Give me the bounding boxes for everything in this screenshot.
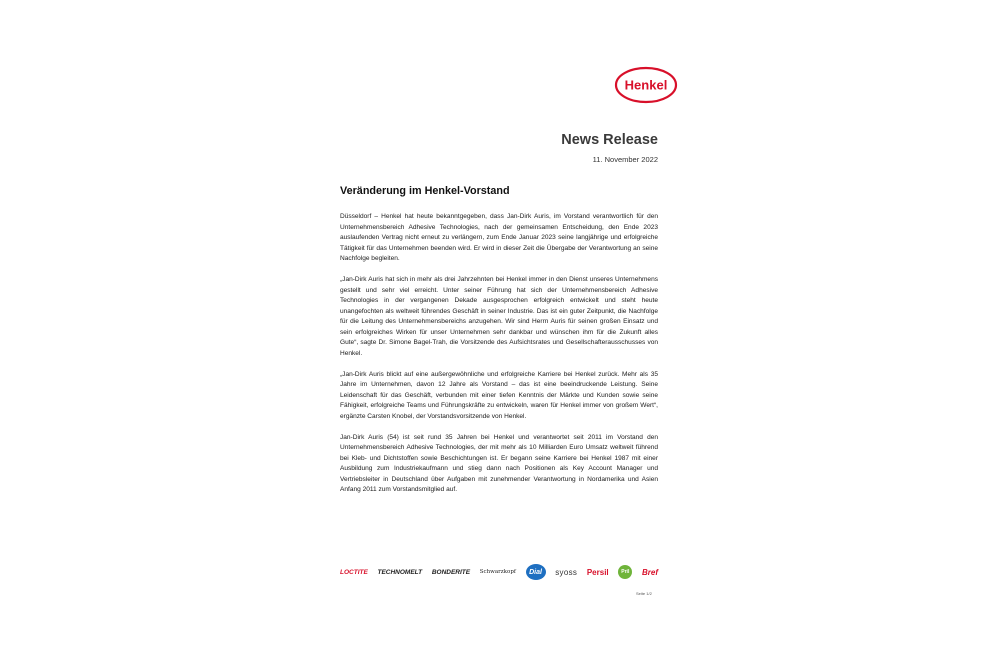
bonderite-logo: BONDERITE <box>431 568 471 576</box>
schwarzkopf-logo: Schwarzkopf <box>479 569 516 575</box>
paragraph-3: „Jan-Dirk Auris blickt auf eine außergewöhnliche und erfolgreiche Karriere bei Henkel zurück. Mehr als 35 Jahre im Unternehmen, davon 12 Jahre als Vorstand – das ist eine beeindruckende Leistung. Seine Leidenschaft für das Geschäft, verbunden mit einer tiefen Kenntnis der Märkte und Kunden sowie seine Fähigkeit, erfolgreiche Teams und Führungskräfte zu entwickeln, waren für Henkel immer von großem Wert“, ergänzte Carsten Knobel, der Vorstandsvorsitzende von Henkel. <box>340 370 658 420</box>
page-number: Seite 1/2 <box>636 591 652 596</box>
syoss-logo: syoss <box>555 567 578 577</box>
henkel-logo <box>614 66 678 104</box>
paragraph-4: Jan-Dirk Auris (54) ist seit rund 35 Jahren bei Henkel und verantwortet seit 2011 im Vorstand den Unternehmensbereich Adhesive Technologies, der mit mehr als 10 Milliarden Euro Umsatz weltweit führend bei Kleb- und Dichtstoffen sowie Beschichtungen ist. Er begann seine Karriere bei Henkel 1987 mit einer Ausbildung zum Industriekaufmann und stieg dann nach Positionen als Key Account Manager und Vertriebsleiter in Deutschland über Aufgaben mit zunehmender Verantwortung in Nordamerika und Asien Anfang 2011 zum Vorstandsmitglied auf. <box>340 433 658 493</box>
persil-logo: Persil <box>586 567 609 577</box>
bref-logo: Bref <box>641 567 658 577</box>
paragraph-1: Düsseldorf – Henkel hat heute bekanntgegeben, dass Jan-Dirk Auris, im Vorstand verantwortlich für den Unternehmensbereich Adhesive Technologies, nach der gemeinsamen Entscheidung, den Ende 2023 auslaufenden Vertrag nicht erneut zu verlängern, zum Ende Januar 2023 seine langjährige und erfolgreiche Tätigkeit für das Unternehmen beenden wird. Er wird in dieser Zeit die Übergabe der Verantwortung an seine Nachfolge begleiten. <box>340 213 658 262</box>
release-title: News Release <box>561 132 658 148</box>
pril-logo: Pril <box>618 565 632 579</box>
headline: Veränderung im Henkel-Vorstand <box>340 185 510 197</box>
paragraph-2: „Jan-Dirk Auris hat sich in mehr als drei Jahrzehnten bei Henkel immer in den Dienst unseres Unternehmens gestellt und sehr viel erreicht. Unter seiner Führung hat sich der Unternehmensbereich Adhesive Technologies in der vergangenen Dekade ausgesprochen erfolgreich entwickelt und steht heute unangefochten als weltweit führendes Geschäft in seiner Industrie. Das ist ein guter Zeitpunkt, die Nachfolge für die Leitung des Unternehmensbereichs anzugehen. Wir sind Herrn Auris für seinen großen Einsatz und sein erfolgreiches Wirken für unser Unternehmen sehr dankbar und wünschen ihm für die Zukunft alles Gute“, sagte Dr. Simone Bagel-Trah, die Vorsitzende des Aufsichtsrates und Gesellschafterausschusses von Henkel. <box>340 276 658 357</box>
release-date: 11. November 2022 <box>592 155 658 164</box>
brand-logo-row <box>340 560 658 584</box>
logo-text: Henkel <box>624 77 668 93</box>
dial-logo: Dial <box>526 564 546 580</box>
article-body <box>340 212 658 506</box>
technomelt-logo: TECHNOMELT <box>377 568 423 576</box>
loctite-logo: LOCTITE <box>340 568 368 576</box>
